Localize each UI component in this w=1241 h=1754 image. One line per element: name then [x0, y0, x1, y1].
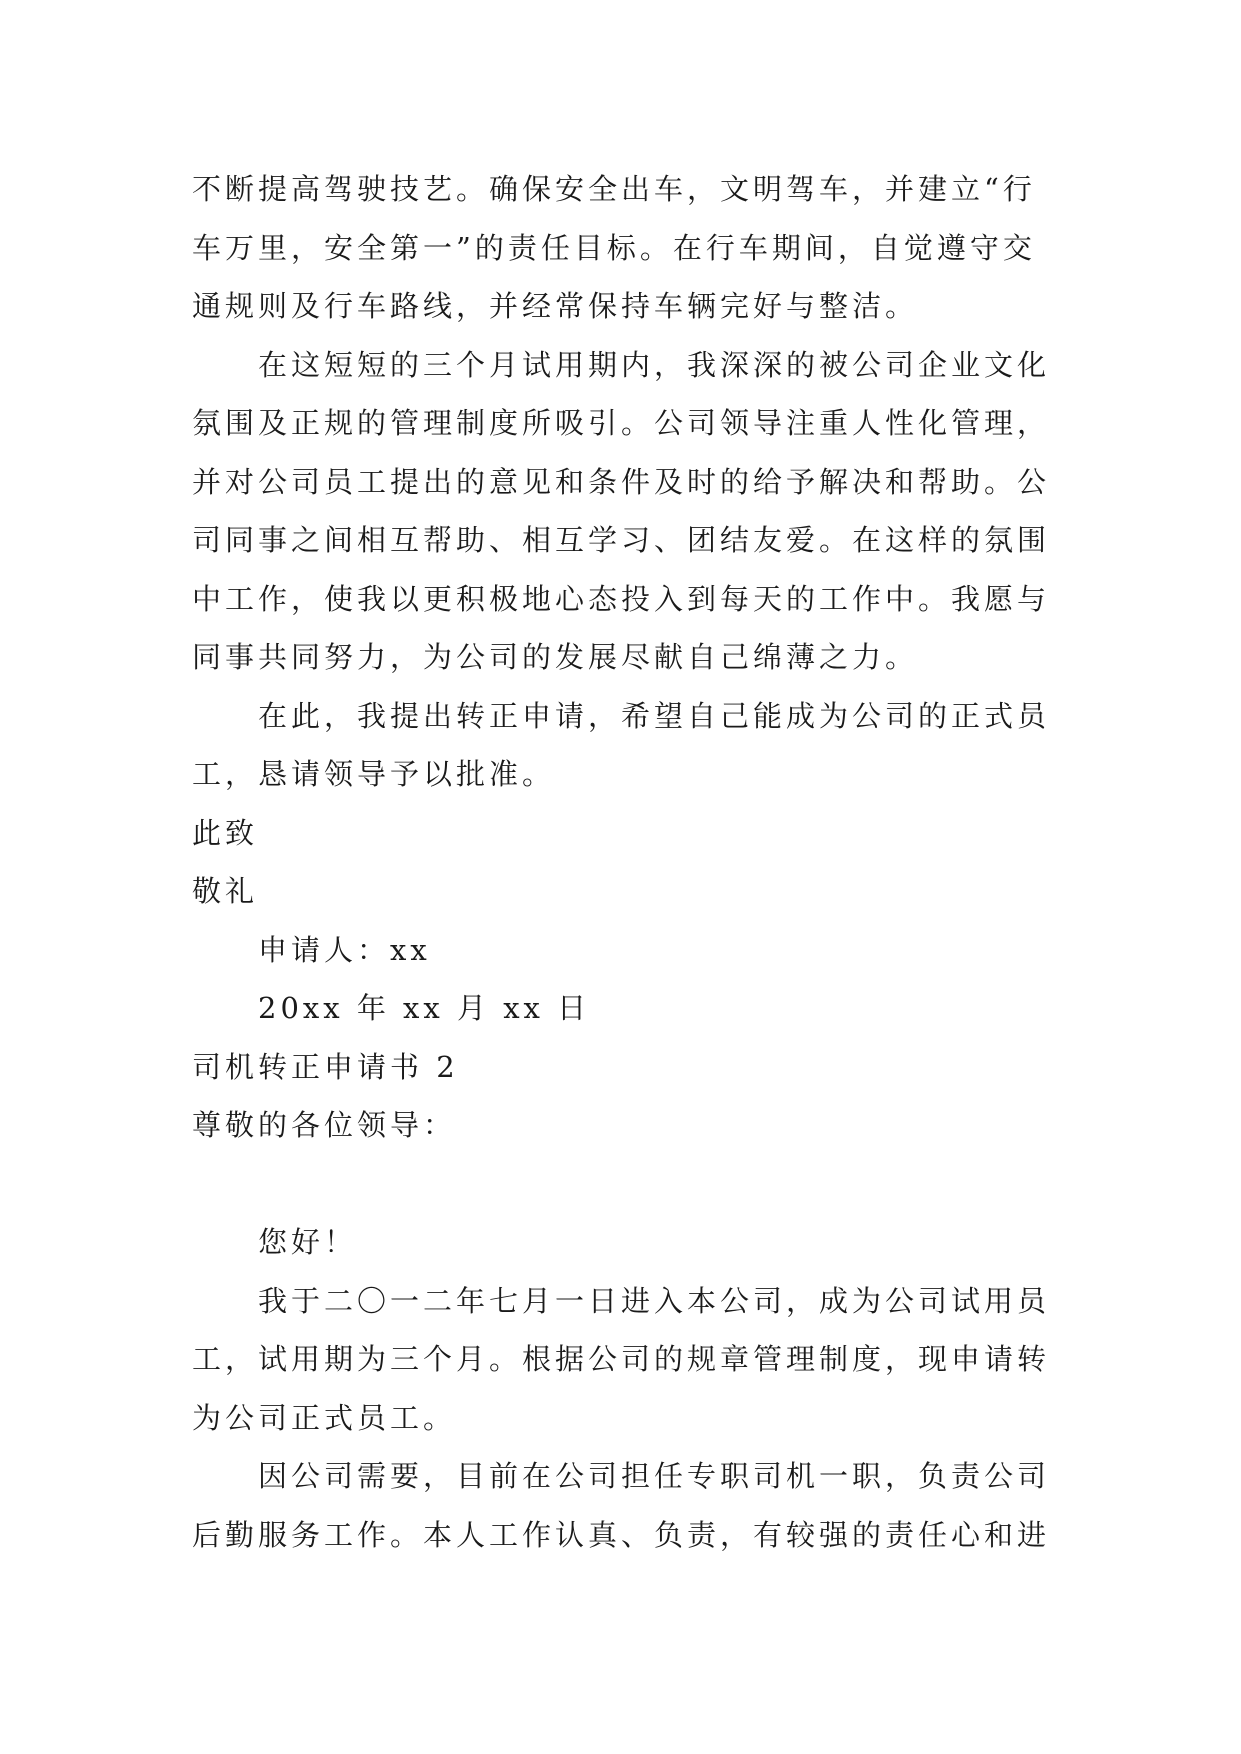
- text-line: 后勤服务工作。本人工作认真、负责，有较强的责任心和进: [192, 1517, 1051, 1552]
- document-body: [192, 160, 1062, 1564]
- signature-date: 20xx 年 xx 月 xx 日: [258, 991, 591, 1025]
- paragraph-start-line: 在这短短的三个月试用期内，我深深的被公司企业文化: [258, 347, 1051, 382]
- text-line: 同事共同努力，为公司的发展尽献自己绵薄之力。: [192, 640, 919, 674]
- text-line: 为公司正式员工。: [192, 1400, 457, 1435]
- section-title: 司机转正申请书 2: [192, 1049, 459, 1084]
- paragraph-start-line: 我于二〇一二年七月一日进入本公司，成为公司试用员: [258, 1283, 1051, 1318]
- closing-respect: 敬礼: [192, 874, 259, 908]
- text-line: 并对公司员工提出的意见和条件及时的给予解决和帮助。公: [192, 464, 1051, 499]
- text-line: 氛围及正规的管理制度所吸引。公司领导注重人性化管理，: [192, 406, 1051, 440]
- text-line: 工，试用期为三个月。根据公司的规章管理制度，现申请转: [192, 1342, 1051, 1376]
- text-line: 司同事之间相互帮助、相互学习、团结友爱。在这样的氛围: [192, 523, 1051, 557]
- applicant-signature: 申请人：xx: [258, 932, 431, 967]
- text-line: 工，恳请领导予以批准。: [192, 757, 556, 791]
- text-line: 车万里，安全第一”的责任目标。在行车期间，自觉遵守交: [192, 230, 1036, 265]
- closing-salutation: 此致: [192, 815, 259, 850]
- text-line: 不断提高驾驶技艺。确保安全出车，文明驾车，并建立“行: [192, 172, 1036, 206]
- greeting-line: 您好！: [258, 1225, 358, 1259]
- paragraph-start-line: 因公司需要，目前在公司担任专职司机一职，负责公司: [258, 1459, 1051, 1493]
- text-line: 通规则及行车路线，并经常保持车辆完好与整洁。: [192, 289, 919, 323]
- blank-line: [192, 1155, 1062, 1214]
- greeting-addressee: 尊敬的各位领导：: [192, 1108, 457, 1142]
- paragraph-start-line: 在此，我提出转正申请，希望自己能成为公司的正式员: [258, 698, 1051, 733]
- text-line: 中工作，使我以更积极地心态投入到每天的工作中。我愿与: [192, 581, 1051, 616]
